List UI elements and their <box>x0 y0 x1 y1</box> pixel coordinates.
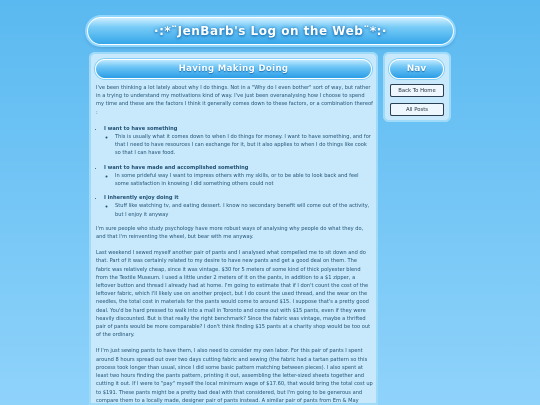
reason-item <box>104 194 373 219</box>
reason-detail: ◦ This is usually what it comes down to when I do things for money. I want to have something, and for that I need to have resources I can exchange for it, but it also applies to when I do things like cook so that I can have food. <box>115 133 373 158</box>
post-title: Having Making Doing <box>178 64 289 74</box>
reason-list <box>96 125 373 158</box>
reason-list <box>96 164 373 189</box>
site-title: ·:*¨JenBarb's Log on the Web¨*:· <box>154 24 387 38</box>
post-paragraph: I'm sure people who study psychology have more robust ways of analysing why people do what they do, and that I'm reinventing the wheel, but bear with me anyway. <box>96 225 364 241</box>
all-posts-button[interactable]: All Posts <box>390 103 444 116</box>
reason-label: I want to have made and accomplished something <box>104 164 249 171</box>
post-paragraph: If I'm just sewing pants to have them, I also need to consider my own labor. For this pair of pants I spent around 8 hours spread out over two days cutting fabric and sewing (the fabric had a tartan pattern so this process took longer than usual, since I did some basic pattern matching between pieces). I also spent at least two hours finding the pants pattern, printing it out, assembling the letter-sized sheets together and cutting it out. If I were to "pay" myself the local minimum wage of $17.60, that would bring the total cost up to $191. These pants might be a pretty bad deal with that considered, but I'm going to be generous and compare them to a locally made, designer pair of pants instead. A similar pair of pants from Em & May <box>96 348 373 404</box>
back-to-home-button[interactable]: Back To Home <box>390 84 444 97</box>
post-title-bar <box>95 59 372 79</box>
site-banner <box>87 17 454 45</box>
reason-label: I want to have something <box>104 125 178 132</box>
post-panel[interactable] <box>89 52 378 405</box>
reason-list <box>96 194 373 219</box>
reason-detail: ◦ In some prideful way I want to impress others with my skills, or to be able to look back and feel some satisfaction in knowing I did something others could not <box>115 172 373 188</box>
nav-title: Nav <box>406 64 427 74</box>
post-intro: I've been thinking a lot lately about why I do things. Not in a "Why do I even bother" sort of way, but rather in a trying to understand my motivations kind of way. I've just been overanalysing how I choose to spend my time and these are the factors I think it generally comes down to these factors, or a combination thereof : <box>96 85 373 116</box>
reason-item <box>104 164 373 189</box>
reason-label: I inherently enjoy doing it <box>104 195 179 202</box>
reason-item <box>104 125 373 158</box>
nav-panel <box>383 52 451 122</box>
reason-detail: ◦ Stuff like watching tv, and eating dessert. I know no secondary benefit will come out of the activity, but I enjoy it anyway <box>115 202 373 218</box>
post-paragraph: Last weekend I sewed myself another pair of pants and I analysed what compelled me to sit down and do that. Part of it was certainly related to my desire to have new pants and get a good deal on them. The fabric was relatively cheap, since it was vintage. $30 for 5 meters of some kind of thick polyester blend from the Textile Museum. I used a little under 2 meters of it on the pants, in addition to a $1 zipper, a leftover button and thread I already had at home. I'm going to estimate that if I don't count the cost of the leftover fabric, which I'll likely use on another project, but I do count the used thread, and the wear on the needles, the total cost in materials for the pants would come to around $15. I suppose that's a pretty good deal. You'd be hard pressed to walk into a mall in Toronto and come out with $15 pants, even if they were heavily discounted. But is that really the right benchmark? Since the fabric was vintage, maybe a thrifted pair of pants would be more comparable? I don't think finding $15 pants at a charity shop would be too out of the ordinary. <box>96 250 371 339</box>
nav-title-bar <box>389 59 444 79</box>
post-content <box>96 84 373 405</box>
